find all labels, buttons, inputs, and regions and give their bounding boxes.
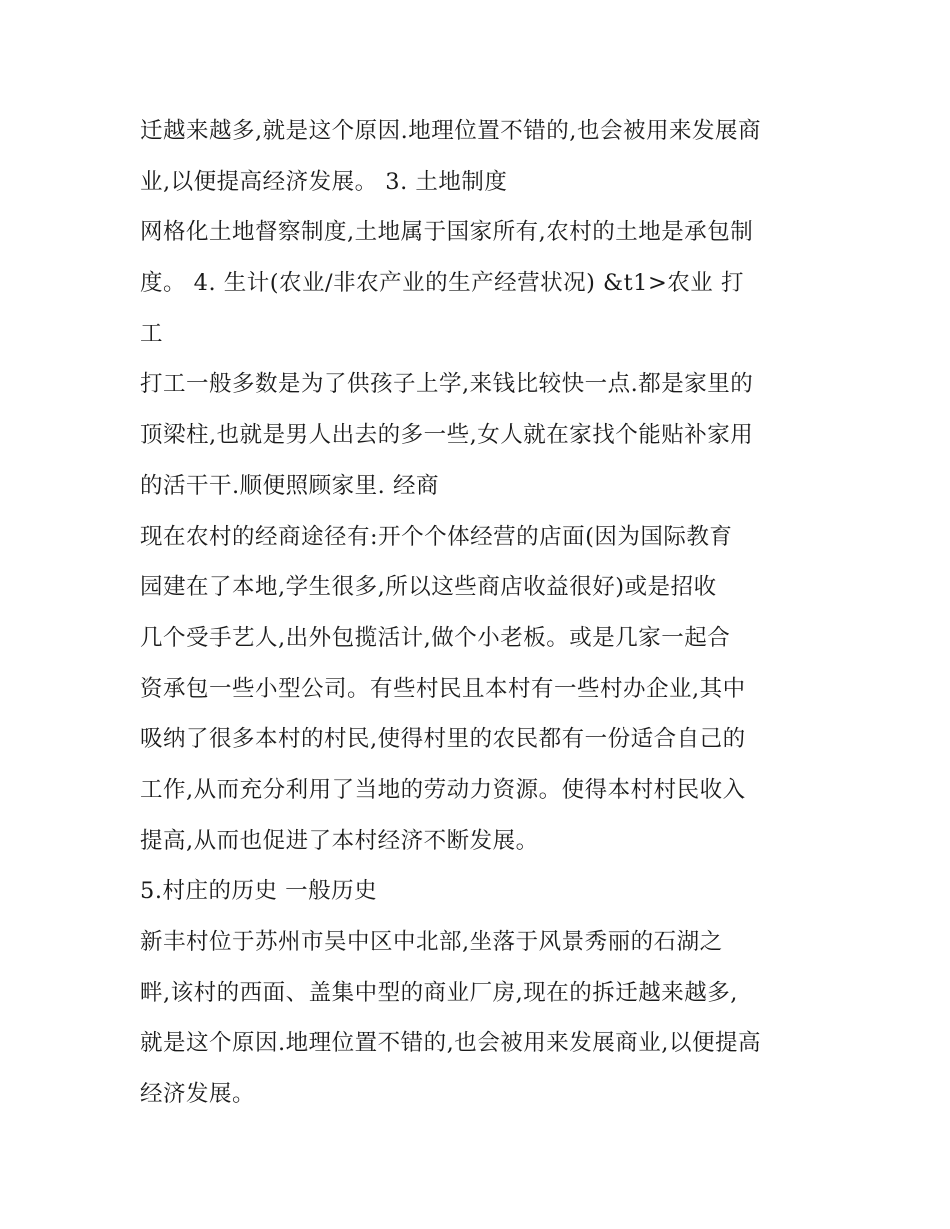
- text-line-19: 就是这个原因.地理位置不错的,也会被用来发展商业,以便提高: [140, 1030, 761, 1057]
- text-line-4: 度。 4. 生计(农业/非农产业的生产经营状况) &t1>农业 打: [140, 270, 744, 297]
- text-line-1: 迁越来越多,就是这个原因.地理位置不错的,也会被用来发展商: [140, 118, 761, 144]
- text-line-9: 现在农村的经商途径有:开个个体经营的店面(因为国际教育: [140, 523, 733, 550]
- text-line-10: 园建在了本地,学生很多,所以这些商店收益很好)或是招收: [140, 574, 717, 601]
- text-line-12: 资承包一些小型公司。有些村民且本村有一些村办企业,其中: [140, 675, 746, 702]
- text-line-18: 畔,该村的西面、盖集中型的商业厂房,现在的拆迁越来越多,: [140, 979, 738, 1006]
- text-line-6: 打工一般多数是为了供孩子上学,来钱比较快一点.都是家里的: [140, 371, 754, 398]
- text-line-15: 提高,从而也促进了本村经济不断发展。: [140, 827, 539, 854]
- text-line-14: 工作,从而充分利用了当地的劳动力资源。使得本村村民收入: [140, 776, 746, 803]
- document-body: [140, 106, 820, 1120]
- text-line-5: 工: [140, 320, 164, 347]
- text-line-3: 网格化土地督察制度,土地属于国家所有,农村的土地是承包制: [140, 219, 754, 246]
- text-line-2: 业,以便提高经济发展。 3. 土地制度: [140, 168, 508, 195]
- text-line-7: 顶梁柱,也就是男人出去的多一些,女人就在家找个能贴补家用: [140, 422, 754, 449]
- text-line-17: 新丰村位于苏州市吴中区中北部,坐落于风景秀丽的石湖之: [140, 929, 723, 955]
- text-line-20: 经济发展。: [140, 1081, 256, 1108]
- text-line-11: 几个受手艺人,出外包揽活计,做个小老板。或是几家一起合: [140, 624, 731, 651]
- text-line-16: 5.村庄的历史 一般历史: [140, 878, 378, 905]
- text-line-8: 的活干干.顺便照顾家里. 经商: [140, 472, 439, 499]
- text-line-13: 吸纳了很多本村的村民,使得村里的农民都有一份适合自己的: [140, 726, 746, 753]
